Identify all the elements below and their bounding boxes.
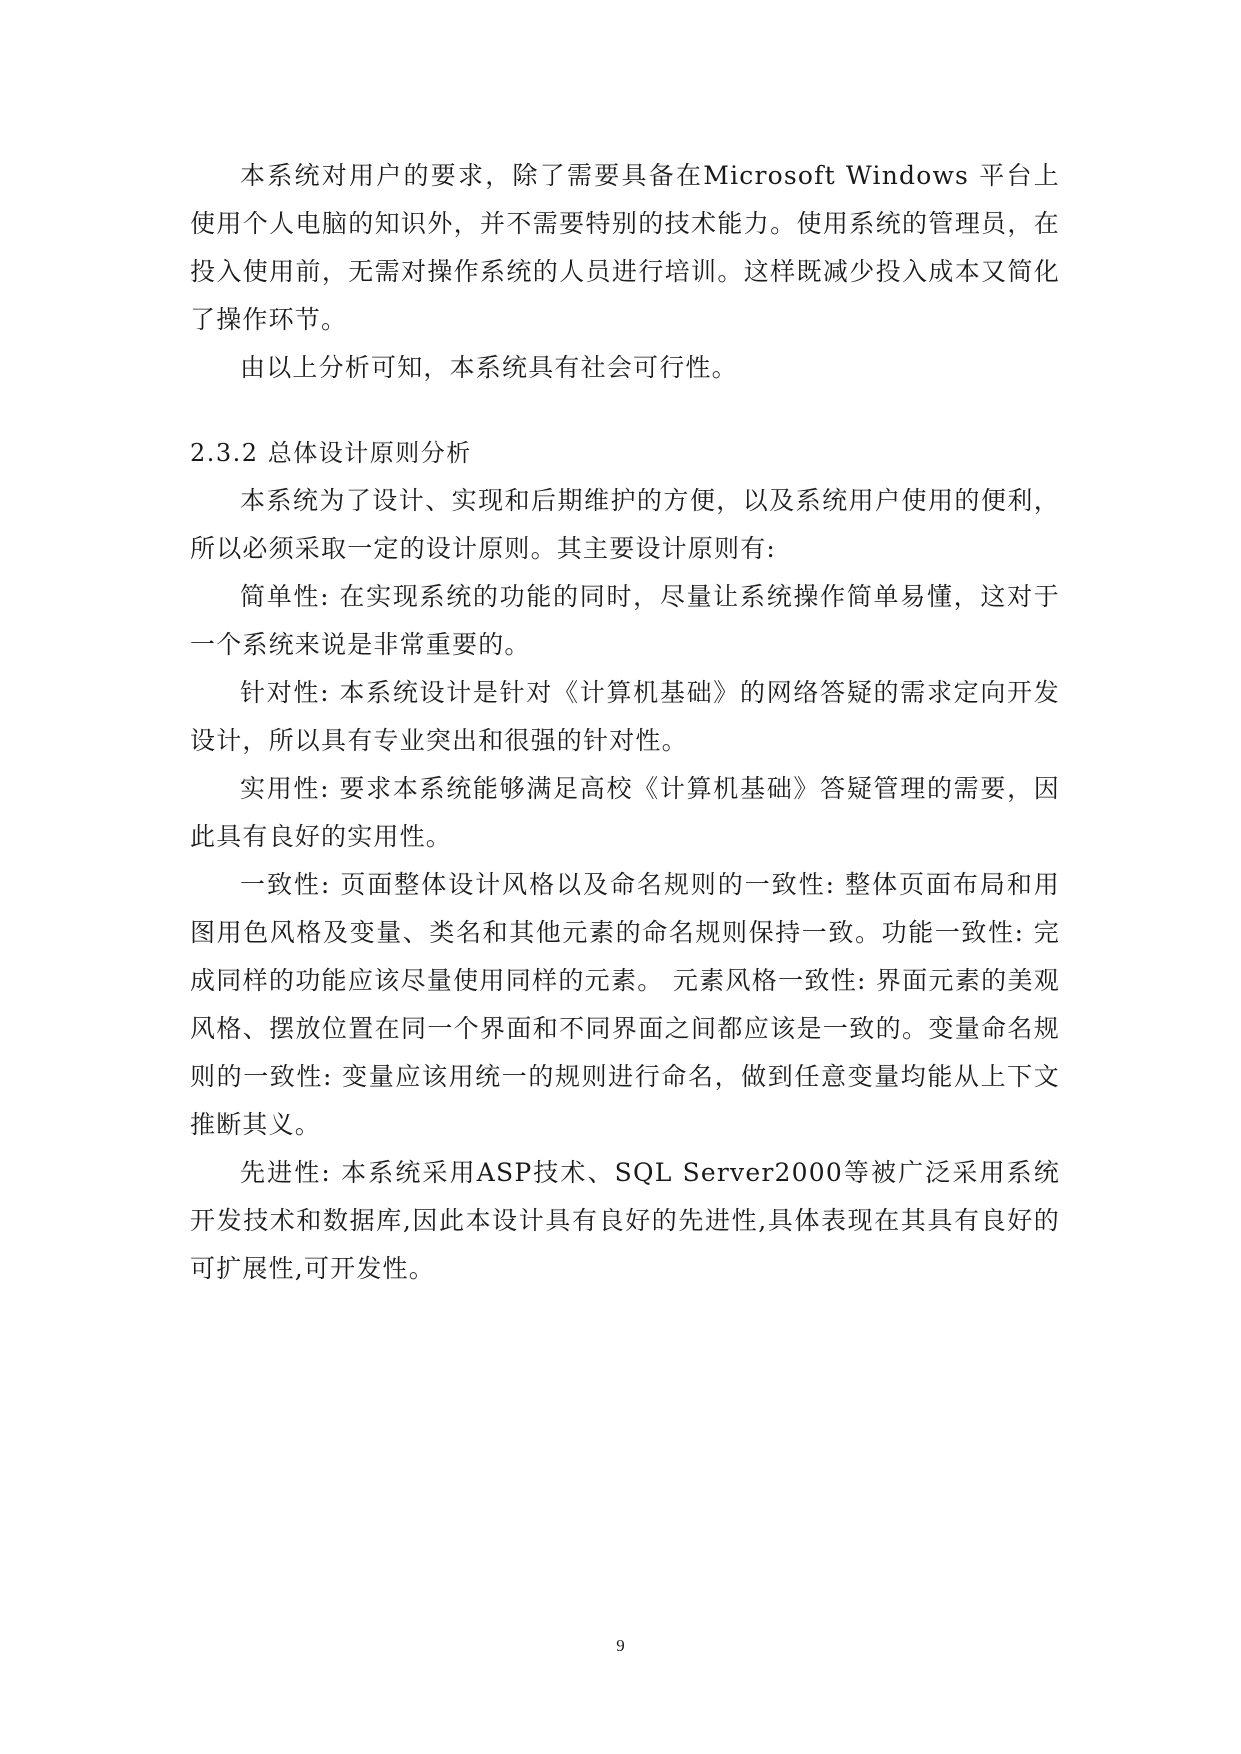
section-heading: 2.3.2 总体设计原则分析 (190, 439, 472, 467)
paragraph-practicality: 实用性: 要求本系统能够满足高校《计算机基础》答疑管理的需要，因此具有良好的实用性。 (190, 774, 1060, 851)
paragraph-user-requirements: 本系统对用户的要求，除了需要具备在Microsoft Windows 平台上使用个人电脑的知识外，并不需要特别的技术能力。使用系统的管理员，在投入使用前，无需对操作系统的人员进行培训。这样既减少投入成本又简化了操作环节。 (190, 161, 1060, 334)
paragraph-targeting: 针对性: 本系统设计是针对《计算机基础》的网络答疑的需求定向开发设计，所以具有专业突出和很强的针对性。 (190, 678, 1060, 755)
paragraph-consistency: 一致性: 页面整体设计风格以及命名规则的一致性: 整体页面布局和用图用色风格及变量、类名和其他元素的命名规则保持一致。功能一致性: 完成同样的功能应该尽量使用同样的元素。 元素风格一致性: 界面元素的美观风格、摆放位置在同一个界面和不同界面之间都应该是一致的。变量命名规则的一致性: 变量应该用统一的规则进行命名，做到任意变量均能从上下文推断其义。 (190, 870, 1060, 1139)
paragraph-advancement: 先进性: 本系统采用ASP技术、SQL Server2000等被广泛采用系统开发技术和数据库,因此本设计具有良好的先进性,具体表现在其具有良好的可扩展性,可开发性。 (190, 1158, 1060, 1283)
page-number: 9 (616, 1636, 625, 1655)
page-body (190, 152, 1060, 1293)
paragraph-social-feasibility: 由以上分析可知，本系统具有社会可行性。 (240, 353, 738, 382)
paragraph-design-principles-intro: 本系统为了设计、实现和后期维护的方便，以及系统用户使用的便利，所以必须采取一定的设计原则。其主要设计原则有: (190, 486, 1060, 563)
paragraph-simplicity: 简单性: 在实现系统的功能的同时，尽量让系统操作简单易懂，这对于一个系统来说是非常重要的。 (190, 582, 1060, 659)
